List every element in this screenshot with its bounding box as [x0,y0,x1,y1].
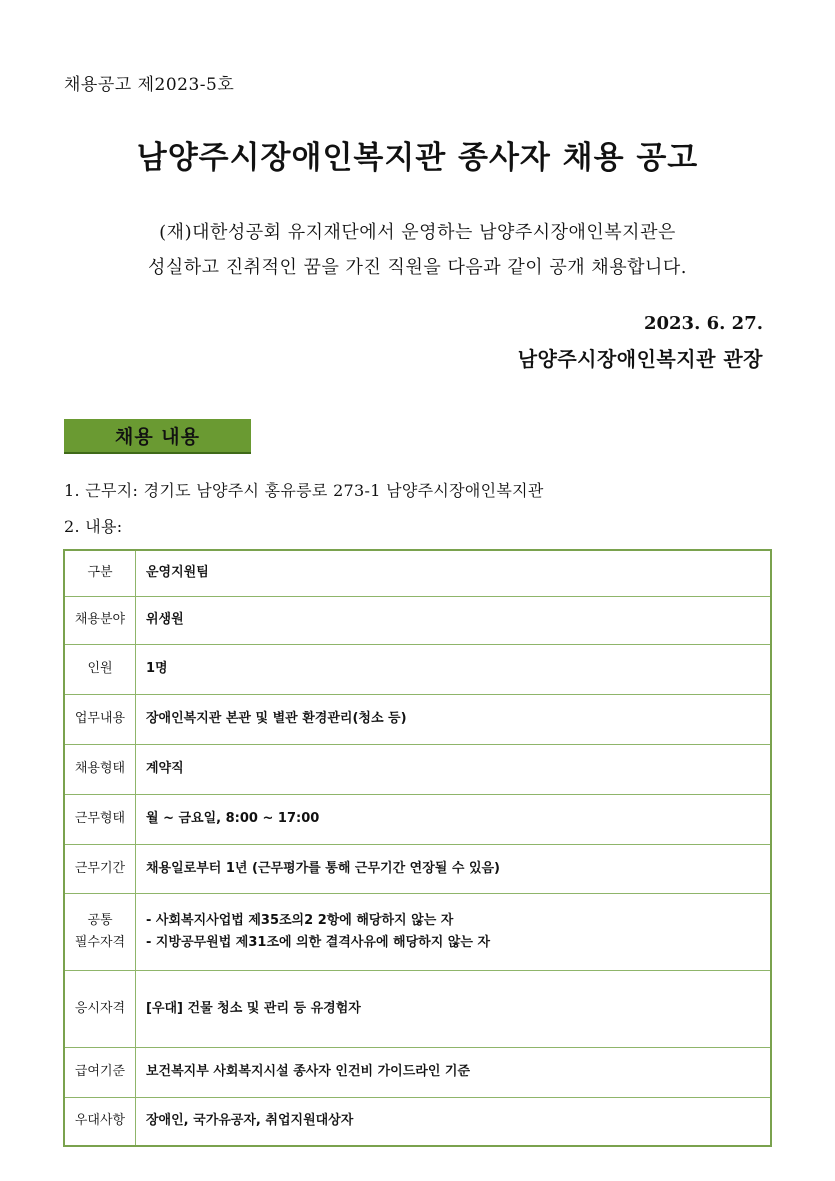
row-value-line-2: - 지방공무원법 제31조에 의한 결격사유에 해당하지 않는 자 [146,934,491,950]
table-row [64,596,771,644]
row-value: 운영지원팀 [136,550,772,596]
table-row [64,1047,771,1097]
row-label: 업무내용 [64,694,136,744]
announcement-date: 2023. 6. 27. [643,313,763,334]
row-value [136,893,772,970]
row-label: 응시자격 [64,970,136,1047]
table-row [64,550,771,596]
row-label: 근무형태 [64,794,136,844]
table-row [64,644,771,694]
page-title: 남양주시장애인복지관 종사자 채용 공고 [136,140,699,176]
row-label: 우대사항 [64,1097,136,1146]
table-row [64,694,771,744]
row-label: 구분 [64,550,136,596]
table-row [64,794,771,844]
row-value: 장애인, 국가유공자, 취업지원대상자 [136,1097,772,1146]
row-label: 근무기간 [64,844,136,893]
row-label: 인원 [64,644,136,694]
workplace-item: 1. 근무지: 경기도 남양주시 홍유릉로 273-1 남양주시장애인복지관 [64,481,544,500]
intro-text [0,215,835,285]
row-label-line-2: 필수자격 [74,934,126,950]
row-value: 채용일로부터 1년 (근무평가를 통해 근무기간 연장될 수 있음) [136,844,772,893]
recruitment-table [63,549,772,1147]
row-value: [우대] 건물 청소 및 관리 등 유경험자 [136,970,772,1047]
table-row [64,744,771,794]
row-value: 월 ~ 금요일, 8:00 ~ 17:00 [136,794,772,844]
table-row [64,844,771,893]
row-label-line-1: 공통 [87,912,113,928]
row-value: 보건복지부 사회복지시설 종사자 인건비 가이드라인 기준 [136,1047,772,1097]
intro-line-2: 성실하고 진취적인 꿈을 가진 직원을 다음과 같이 공개 채용합니다. [148,257,687,278]
row-value: 위생원 [136,596,772,644]
intro-line-1: (재)대한성공회 유지재단에서 운영하는 남양주시장애인복지관은 [159,222,676,243]
table-row [64,970,771,1047]
row-value-line-1: - 사회복지사업법 제35조의2 2항에 해당하지 않는 자 [146,912,454,928]
row-label: 채용형태 [64,744,136,794]
row-label: 채용분야 [64,596,136,644]
section-heading: 채용 내용 [64,419,251,454]
notice-number: 채용공고 제2023-5호 [64,75,235,95]
content-item: 2. 내용: [64,517,123,536]
row-label: 급여기준 [64,1047,136,1097]
row-value: 1명 [136,644,772,694]
signer: 남양주시장애인복지관 관장 [517,347,763,371]
table-row [64,1097,771,1146]
table-row [64,893,771,970]
row-label [64,893,136,970]
row-value: 장애인복지관 본관 및 별관 환경관리(청소 등) [136,694,772,744]
row-value: 계약직 [136,744,772,794]
